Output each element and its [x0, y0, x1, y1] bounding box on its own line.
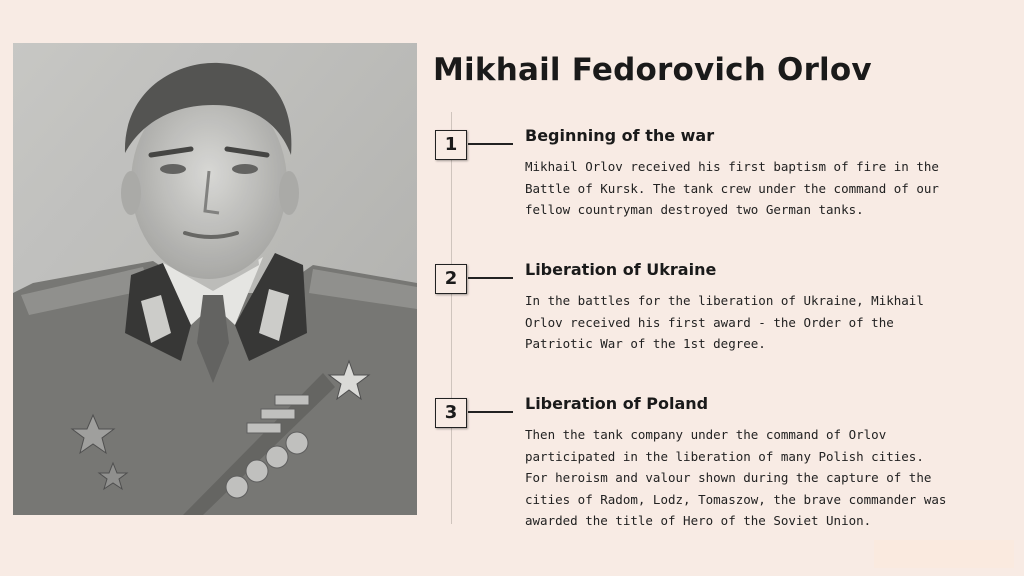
- step-heading: Beginning of the war: [525, 126, 715, 145]
- step-description: [525, 156, 995, 221]
- step-text-line: participated in the liberation of many Polish cities.: [525, 448, 924, 464]
- step-text-line: awarded the title of Hero of the Soviet Union.: [525, 513, 872, 528]
- step-text-line: cities of Radom, Lodz, Tomaszow, the brave commander was: [525, 491, 947, 507]
- page-title: Mikhail Fedorovich Orlov: [433, 52, 872, 88]
- step-connector: [468, 411, 513, 413]
- step-connector: [468, 143, 513, 145]
- step-text-line: Mikhail Orlov received his first baptism of fire in the: [525, 159, 939, 174]
- step-text-line: Patriotic War of the 1st degree.: [525, 336, 766, 351]
- step-text-line: fellow countryman destroyed two German tanks.: [525, 202, 864, 217]
- step-description: [525, 424, 995, 532]
- step-text-line: In the battles for the liberation of Ukraine, Mikhail: [525, 293, 924, 308]
- step-text-line: Battle of Kursk. The tank crew under the command of our: [525, 180, 939, 196]
- step-text-line: Orlov received his first award - the Order of the: [525, 314, 894, 330]
- step-text-line: For heroism and valour shown during the capture of the: [525, 470, 932, 485]
- step-number-badge: 2: [435, 264, 467, 294]
- step-number-badge: 1: [435, 130, 467, 160]
- timeline-line: [451, 112, 452, 524]
- step-text-line: Then the tank company under the command of Orlov: [525, 427, 887, 442]
- step-number-badge: 3: [435, 398, 467, 428]
- portrait-photo: [13, 43, 417, 515]
- corner-decoration: [874, 540, 1014, 568]
- step-heading: Liberation of Poland: [525, 394, 709, 413]
- portrait-illustration: [13, 43, 417, 515]
- step-description: [525, 290, 995, 355]
- step-heading: Liberation of Ukraine: [525, 260, 717, 279]
- step-connector: [468, 277, 513, 279]
